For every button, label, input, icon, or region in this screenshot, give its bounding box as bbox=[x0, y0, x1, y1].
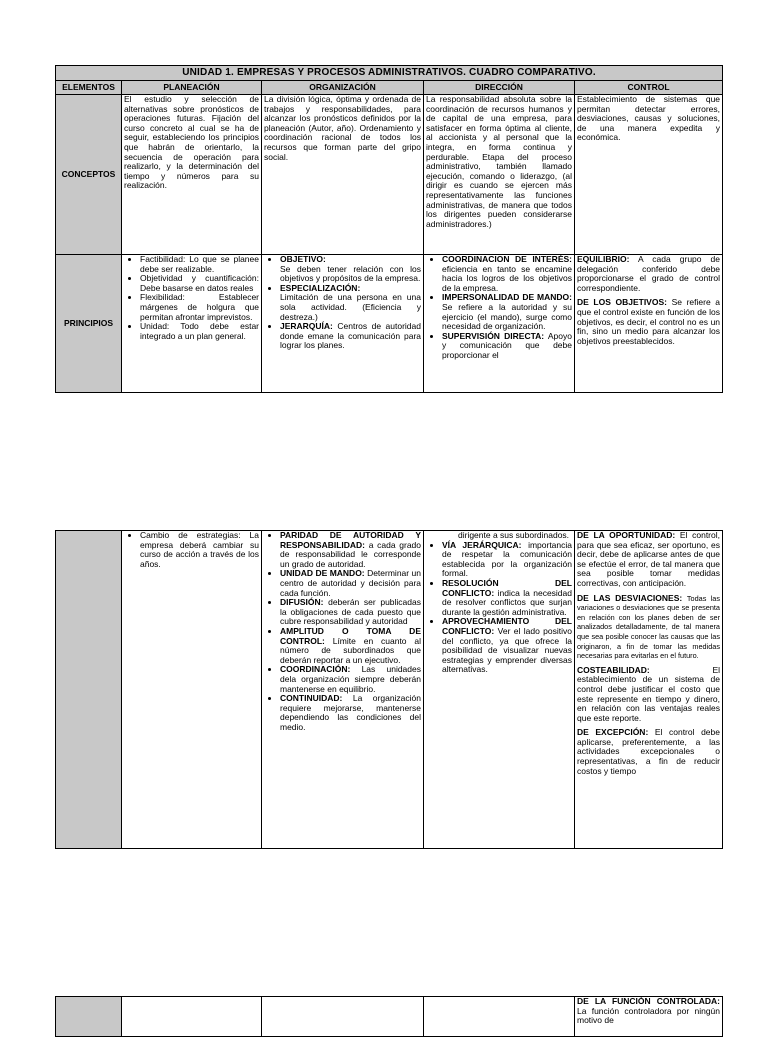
row-conceptos bbox=[56, 95, 723, 255]
principle-heading: DE LOS OBJETIVOS: bbox=[577, 297, 667, 308]
principle-heading: RESOLUCIÓN DEL CONFLICTO: bbox=[442, 577, 572, 598]
principle-heading: COORDINACIÓN: bbox=[280, 664, 351, 675]
list-item bbox=[280, 531, 421, 569]
principle-text: deberán ser publicadas la obligaciones de cada puesto que cubre responsabilidad y autoridad bbox=[280, 597, 421, 627]
header-direccion: DIRECCIÓN bbox=[424, 81, 575, 95]
principle-heading: DE LA FUNCIÓN CONTROLADA: bbox=[577, 996, 720, 1006]
list-item bbox=[442, 332, 572, 361]
header-planeacion: PLANEACIÓN bbox=[122, 81, 262, 95]
control-principle bbox=[577, 728, 720, 776]
principle-text: Ver el lado positivo del conflicto, ya que ofrece la posibilidad de visualizar nuevas estrategias y emprender diversas alternativas. bbox=[442, 625, 572, 675]
cont2-organizacion bbox=[262, 997, 424, 1037]
principle-heading: UNIDAD DE MANDO: bbox=[280, 568, 365, 579]
principle-heading: SUPERVISIÓN DIRECTA: bbox=[442, 330, 545, 341]
principle-heading: DE LA OPORTUNIDAD: bbox=[577, 530, 676, 540]
list-item bbox=[280, 255, 421, 284]
cont2-planeacion bbox=[122, 997, 262, 1037]
control-principle bbox=[577, 666, 720, 724]
principle-text: El control, para que sea eficaz, ser oportuno, es decir, debe de aplicarse antes de que se efectúe el error, de tal manera que sea posible tomar medidas correctivas, con anticipación. bbox=[577, 530, 720, 588]
row-principios-continued bbox=[56, 531, 723, 849]
control-principle bbox=[577, 531, 720, 589]
principle-heading: DE EXCEPCIÓN: bbox=[577, 727, 649, 738]
conceptos-direccion: La responsabilidad absoluta sobre la coordinación de recursos humanos y de capital de una empresa, para satisfacer en forma óptima al cliente, al accionista y al personal que la integra, en forma continua y perdurable. Etapa del proceso administrativo, también llamado ejecución, comando o liderazgo, (al dirigir es cuando se ejercen más representativamente las funciones administrativas, de manera que todos los dirigentes pueden considerarse administradores.) bbox=[424, 95, 575, 255]
principle-text: Limitación de una persona en una sola actividad. (Eficiencia y destreza.) bbox=[280, 292, 421, 322]
principle-text: importancia de respetar la comunicación establecida por la organización formal. bbox=[442, 539, 572, 579]
principle-text: a cada grado de responsabilidad le corresponde un grado de autoridad. bbox=[280, 539, 421, 569]
cont-control bbox=[575, 531, 723, 849]
principle-text: Apoyo y comunicación que debe proporcionar el bbox=[442, 330, 572, 360]
principle-text: Límite en cuanto al número de subordinados que deberán reportar a un ejecutivo. bbox=[280, 635, 421, 665]
comparative-table-continued bbox=[55, 530, 723, 849]
list-item bbox=[280, 665, 421, 694]
list-item bbox=[280, 627, 421, 665]
cont2-direccion bbox=[424, 997, 575, 1037]
list-item: • Unidad: Todo debe estar integrado a un plan general. bbox=[140, 322, 259, 341]
principle-heading: OBJETIVO: bbox=[280, 254, 326, 264]
list-item bbox=[442, 293, 572, 331]
principle-text: Se deben tener relación con los objetivos y propósitos de la empresa. bbox=[280, 263, 421, 284]
list-item bbox=[280, 598, 421, 627]
row-principios-continued-2 bbox=[56, 997, 723, 1037]
principle-heading: IMPERSONALIDAD DE MANDO: bbox=[442, 292, 572, 303]
principios-control bbox=[575, 255, 723, 393]
row-principios bbox=[56, 255, 723, 393]
principle-heading: APROVECHAMIENTO DEL CONFLICTO: bbox=[442, 616, 572, 636]
list-item bbox=[280, 322, 421, 351]
list-item: • Factibilidad: Lo que se planee debe ser realizable. bbox=[140, 255, 259, 274]
principle-heading: PARIDAD DE AUTORIDAD Y RESPONSABILIDAD: bbox=[280, 530, 421, 550]
conceptos-control: Establecimiento de sistemas que permitan detectar errores, desviaciones, causas y soluciones, de una manera expedita y económica. bbox=[575, 95, 723, 255]
principle-text: indica la necesidad de resolver conflictos que surjan durante la gestión administrativa. bbox=[442, 587, 572, 617]
principle-heading: DE LAS DESVIACIONES: bbox=[577, 592, 683, 603]
principle-text: Centros de autoridad donde emane la comunicación para lograr los planes. bbox=[280, 321, 421, 351]
cont-organizacion bbox=[262, 531, 424, 849]
principle-heading: CONTINUIDAD: bbox=[280, 693, 343, 704]
principle-text: Todas las variaciones o desviaciones que se presenta en relación con los planes deben de ser analizados detalladamente, de tal manera que sea posible conocer las causas que las originaron, a fin de tomar las medidas necesarias para evitarlas en el futuro. bbox=[577, 593, 720, 661]
comparative-table-main bbox=[55, 65, 723, 393]
principle-heading: JERARQUÍA: bbox=[280, 321, 333, 332]
row-label-empty bbox=[56, 531, 122, 849]
conceptos-organizacion: La división lógica, óptima y ordenada de trabajos y responsabilidades, para alcanzar los pronósticos definidos por la planeación (Autor, año). Ordenamiento y coordinación racional de todos los recursos que forman parte del gripo social. bbox=[262, 95, 424, 255]
list-item bbox=[280, 694, 421, 732]
header-organizacion: ORGANIZACIÓN bbox=[262, 81, 424, 95]
principle-text: La función controladora por ningún motivo de bbox=[577, 1005, 720, 1026]
row-label-empty bbox=[56, 997, 122, 1037]
principle-text: Determinar un centro de autoridad y decisión para cada función. bbox=[280, 568, 421, 598]
principle-text: El control debe aplicarse, preferentemente, a las actividades excepcionales o representativas, a fin de reducir costos y tiempo bbox=[577, 727, 720, 776]
list-item bbox=[442, 617, 572, 675]
principle-heading: COORDINACION DE INTERÉS: bbox=[442, 254, 572, 264]
principle-text: La organización requiere mejorarse, mantenerse dependiendo las condiciones del medio. bbox=[280, 693, 421, 732]
cont2-control bbox=[575, 997, 723, 1037]
table-title: UNIDAD 1. EMPRESAS Y PROCESOS ADMINISTRATIVOS. CUADRO COMPARATIVO. bbox=[56, 66, 723, 81]
header-control: CONTROL bbox=[575, 81, 723, 95]
continued-text: dirigente a sus subordinados. bbox=[458, 530, 570, 540]
principle-text: A cada grupo de delegación conferido debe proporcionarse el grado de control correspondiente. bbox=[577, 254, 721, 293]
control-principle bbox=[577, 997, 720, 1026]
principle-text: El establecimiento de un sistema de control debe justificar el costo que este represente en tiempo y dinero, en relación con las ventajas reales que este reporte. bbox=[577, 664, 720, 723]
principle-heading: COSTEABILIDAD: bbox=[577, 664, 650, 675]
control-principle bbox=[577, 594, 720, 661]
principle-heading: ESPECIALIZACIÓN: bbox=[280, 282, 361, 293]
row-label-principios: PRINCIPIOS bbox=[56, 255, 122, 393]
comparative-table-continued-2 bbox=[55, 996, 723, 1037]
row-label-conceptos: CONCEPTOS bbox=[56, 95, 122, 255]
principle-heading: VÍA JERÁRQUICA: bbox=[442, 539, 522, 550]
principios-direccion bbox=[424, 255, 575, 393]
principle-heading: AMPLITUD O TOMA DE CONTROL: bbox=[280, 625, 421, 646]
principle-text: Se refiere a la autoridad y su ejercicio (el mando), surge como necesidad de organización. bbox=[442, 301, 572, 332]
cont-direccion bbox=[424, 531, 575, 849]
cont-planeacion bbox=[122, 531, 262, 849]
list-item bbox=[280, 284, 421, 322]
principle-text: Las unidades dela organización siempre deberán mantenerse en equilibrio. bbox=[280, 664, 421, 694]
list-item bbox=[280, 569, 421, 598]
header-elementos: ELEMENTOS bbox=[56, 81, 122, 95]
principle-text: eficiencia en tanto se encamine hacia los logros de los objetivos de la empresa. bbox=[442, 263, 572, 293]
control-principle bbox=[577, 298, 720, 346]
principle-text: Se refiere a que el control existe en función de los objetivos, es decir, el control no es un fin, sino un medio para alcanzar los objetivos preestablecidos. bbox=[577, 297, 721, 346]
control-principle bbox=[577, 255, 720, 293]
principle-heading: DIFUSIÓN: bbox=[280, 597, 324, 608]
list-item: • Cambio de estrategias: La empresa deberá cambiar su curso de acción a través de los años. bbox=[140, 531, 259, 569]
principios-planeacion bbox=[122, 255, 262, 393]
list-item bbox=[442, 541, 572, 579]
list-item: • Flexibilidad: Establecer márgenes de holgura que permitan afrontar imprevistos. bbox=[140, 293, 259, 322]
conceptos-planeacion: El estudio y selección de alternativas sobre pronósticos de operaciones futuras. Fijación del curso concreto al cual se ha de seguir, estableciendo los principios que habrán de orientarlo, la secuencia de operación para realizarlo, y la determinación del tiempo y números para su realización. bbox=[122, 95, 262, 255]
list-item: • Objetividad y cuantificación: Debe basarse en datos reales bbox=[140, 274, 259, 293]
list-item bbox=[442, 255, 572, 293]
list-item bbox=[442, 579, 572, 617]
principios-organizacion bbox=[262, 255, 424, 393]
principle-heading: EQUILIBRIO: bbox=[577, 254, 630, 264]
